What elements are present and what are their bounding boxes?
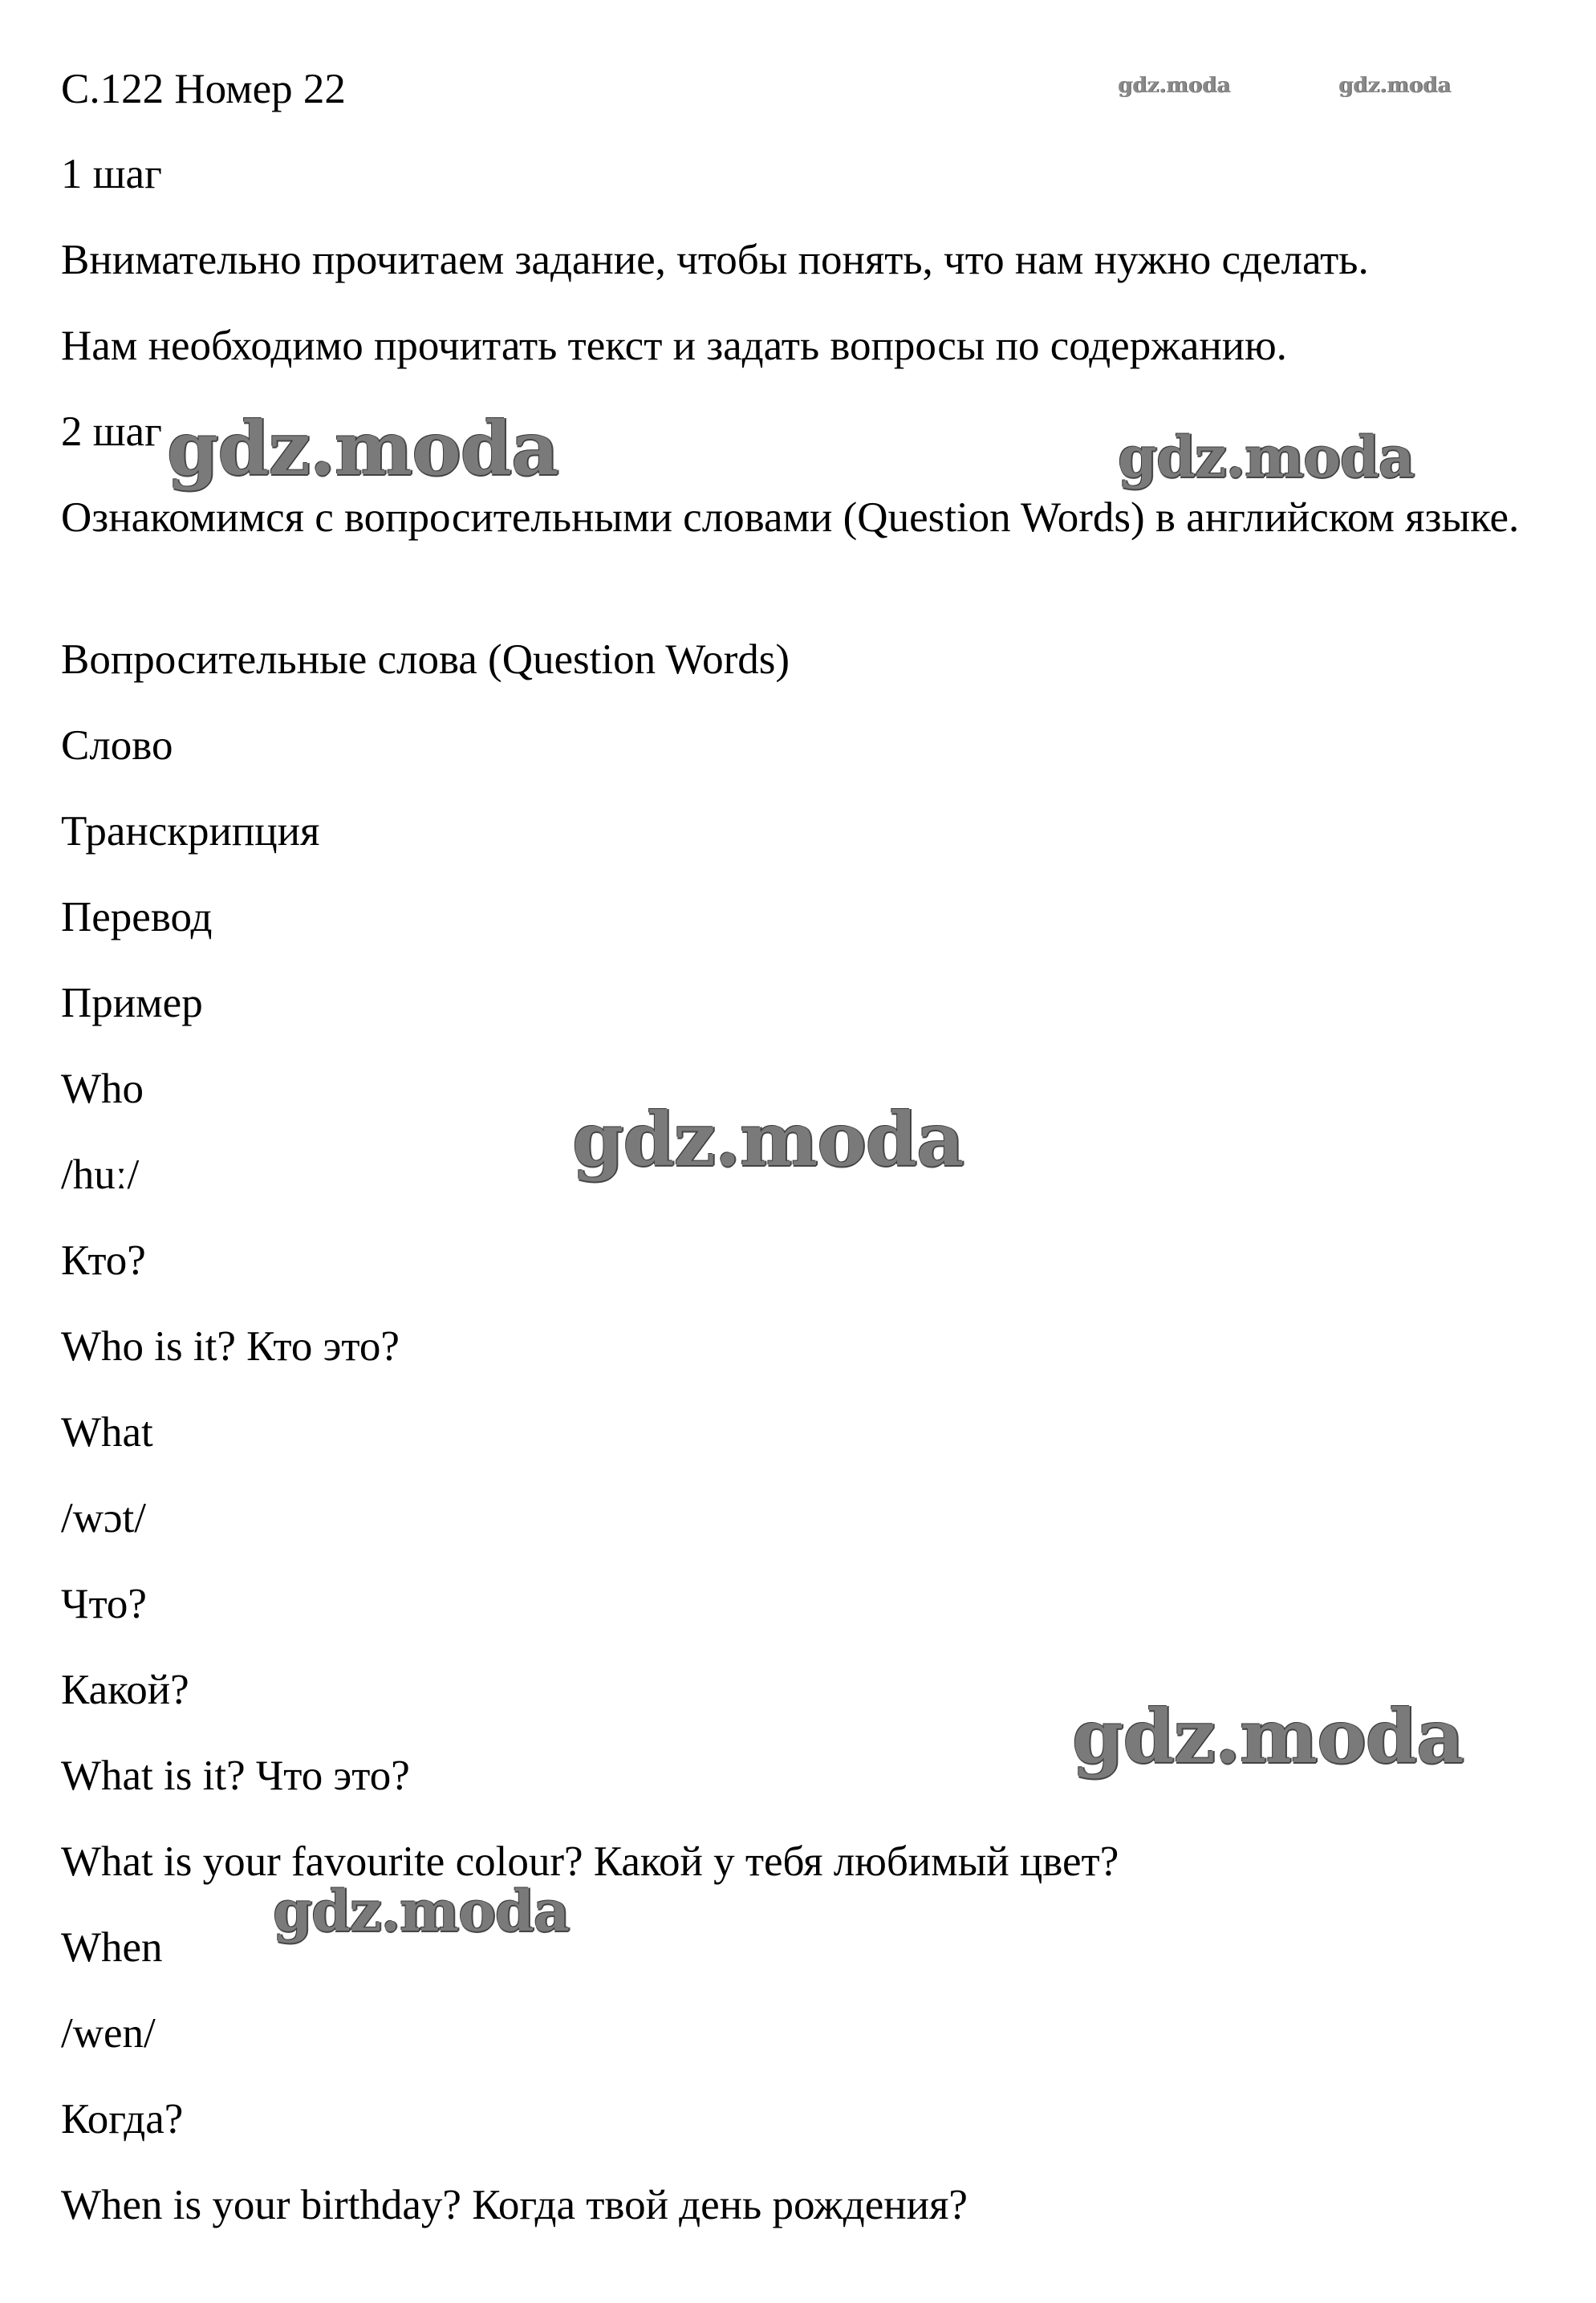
example-what-1: What is it? Что это?	[61, 1753, 410, 1799]
word-what: What	[61, 1409, 153, 1456]
word-who: Who	[61, 1066, 144, 1112]
watermark-logo: gdz.moda	[1118, 424, 1415, 490]
transcription-when: /wen/	[61, 2010, 156, 2057]
step-1-text-2: Нам необходимо прочитать текст и задать вопросы по содержанию.	[61, 323, 1287, 369]
page-header: С.122 Номер 22	[61, 66, 346, 112]
translation-who: Кто?	[61, 1237, 146, 1284]
step-2-label: 2 шаг	[61, 408, 162, 455]
column-header-transcription: Транскрипция	[61, 808, 320, 855]
example-when: When is your birthday? Когда твой день рождения?	[61, 2182, 968, 2228]
transcription-what: /wɔt/	[61, 1495, 146, 1541]
example-who: Who is it? Кто это?	[61, 1323, 400, 1370]
translation-what-2: Какой?	[61, 1667, 189, 1713]
step-2-intro: Ознакомимся с вопросительными словами (Question Words) в английском языке.	[61, 494, 1520, 541]
step-1-text-1: Внимательно прочитаем задание, чтобы понять, что нам нужно сделать.	[61, 237, 1369, 283]
watermark-logo: gdz.moda	[572, 1096, 964, 1183]
column-header-word: Слово	[61, 722, 173, 769]
watermark-logo: gdz.moda	[1338, 74, 1452, 98]
table-title: Вопросительные слова (Question Words)	[61, 636, 790, 683]
column-header-example: Пример	[61, 980, 203, 1026]
watermark-logo: gdz.moda	[1118, 74, 1231, 98]
watermark-logo: gdz.moda	[167, 405, 558, 492]
example-what-2: What is your favourite colour? Какой у тебя любимый цвет?	[61, 1838, 1119, 1885]
translation-when: Когда?	[61, 2096, 184, 2143]
watermark-logo: gdz.moda	[273, 1878, 570, 1944]
watermark-logo: gdz.moda	[1072, 1693, 1464, 1780]
step-1-label: 1 шаг	[61, 151, 162, 197]
transcription-who: /huː/	[61, 1152, 140, 1198]
column-header-translation: Перевод	[61, 894, 213, 940]
word-when: When	[61, 1924, 163, 1971]
translation-what-1: Что?	[61, 1581, 147, 1627]
